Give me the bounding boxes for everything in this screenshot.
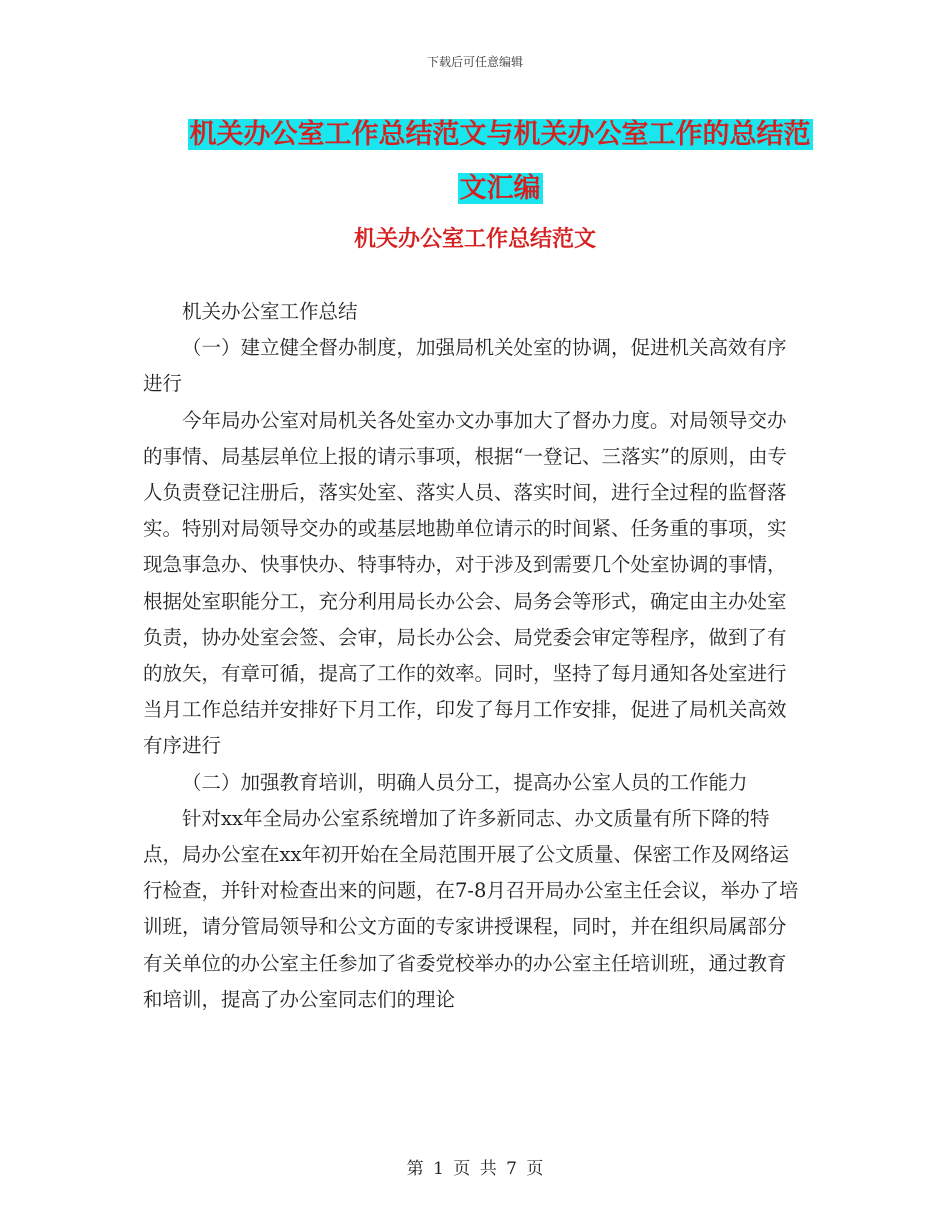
document-title-line-1: 机关办公室工作总结范文与机关办公室工作的总结范	[189, 119, 811, 150]
document-title	[130, 108, 870, 216]
page-footer: 第 1 页 共 7 页	[406, 1159, 544, 1179]
paragraph-subheading-1: （一）建立健全督办制度，加强局机关处室的协调，促进机关高效有序进行	[143, 336, 787, 396]
paragraph-body-2: 针对xx年全局办公室系统增加了许多新同志、办文质量有所下降的特点，局办公室在xx年初开始在全局范围开展了公文质量、保密工作及网络运行检查，并针对检查出来的问题，在7-8月召开局办公室主任会议，举办了培训班，请分管局领导和公文方面的专家讲授课程，同时，并在组织局属部分有关单位的办公室主任参加了省委党校举办的办公室主任培训班，通过教育和培训，提高了办公室同志们的理论	[143, 806, 799, 1011]
paragraph-subheading-2: （二）加强教育培训，明确人员分工，提高办公室人员的工作能力	[182, 770, 748, 794]
paragraph-body-1: 今年局办公室对局机关各处室办文办事加大了督办力度。对局领导交办的事情、局基层单位上报的请示事项，根据“一登记、三落实”的原则，由专人负责登记注册后，落实处室、落实人员、落实时间，进行全过程的监督落实。特别对局领导交办的或基层地勘单位请示的时间紧、任务重的事项，实现急事急办、快事快办、特事特办，对于涉及到需要几个处室协调的事情，根据处室职能分工，充分利用局长办公会、局务会等形式，确定由主办处室负责，协办处室会签、会审，局长办公会、局党委会审定等程序，做到了有的放矢，有章可循，提高了工作的效率。同时，坚持了每月通知各处室进行当月工作总结并安排好下月工作，印发了每月工作安排，促进了局机关高效有序进行	[143, 408, 787, 758]
header-note: 下载后可任意编辑	[426, 55, 523, 69]
section-title: 机关办公室工作总结范文	[353, 227, 596, 252]
body-text	[143, 294, 803, 1018]
paragraph-heading: 机关办公室工作总结	[182, 300, 358, 323]
document-title-line-2: 文汇编	[459, 173, 541, 204]
